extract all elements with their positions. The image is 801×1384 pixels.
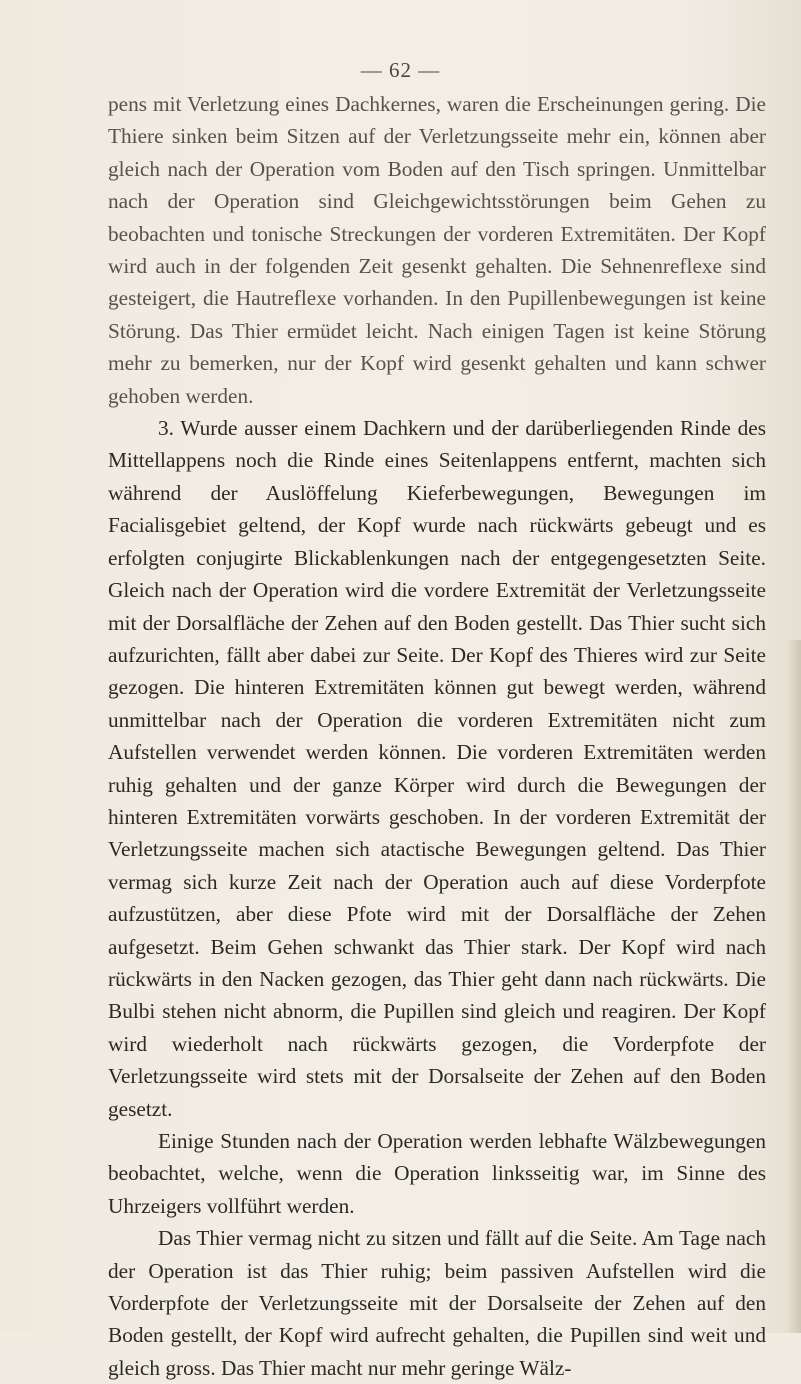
page-number: — 62 — — [360, 58, 441, 82]
paragraph-2: 3. Wurde ausser einem Dachkern und der darüberliegenden Rinde des Mittellappens noch die Rinde eines Seitenlappens entfernt, machten sich während der Auslöffelung Kieferbewegungen, Bewegungen im Facialisgebiet geltend, der Kopf wurde nach rückwärts gebeugt und es erfolgten conjugirte Blickablenkungen nach der entgegengesetzten Seite. Gleich nach der Operation wird die vordere Extremität der Verletzungsseite mit der Dorsalfläche der Zehen auf den Boden gestellt. Das Thier sucht sich aufzurichten, fällt aber dabei zur Seite. Der Kopf des Thieres wird zur Seite gezogen. Die hinteren Extremitäten können gut bewegt werden, während unmittelbar nach der Operation die vorderen Extremitäten nicht zum Aufstellen verwendet werden können. Die vorderen Extremitäten werden ruhig gehalten und der ganze Körper wird durch die Bewegungen der hinteren Extremitäten vorwärts geschoben. In der vorderen Extremität der Verletzungsseite machen sich atactische Bewegungen geltend. Das Thier vermag sich kurze Zeit nach der Operation auch auf diese Vorderpfote aufzustützen, aber diese Pfote wird mit der Dorsalfläche der Zehen aufgesetzt. Beim Gehen schwankt das Thier stark. Der Kopf wird nach rückwärts in den Nacken gezogen, das Thier geht dann nach rückwärts. Die Bulbi stehen nicht abnorm, die Pupillen sind gleich und reagiren. Der Kopf wird wiederholt nach rückwärts gezogen, die Vorderpfote der Verletzungsseite wird stets mit der Dorsalseite der Zehen auf den Boden gesetzt. — [108, 416, 766, 1121]
paragraph-4: Das Thier vermag nicht zu sitzen und fällt auf die Seite. Am Tage nach der Operation ist das Thier ruhig; beim passiven Aufstellen wird die Vorderpfote der Verletzungsseite mit der Dorsalseite der Zehen auf den Boden gestellt, der Kopf wird aufrecht gehalten, die Pupillen sind weit und gleich gross. Das Thier macht nur mehr geringe Wälz- — [108, 1226, 766, 1380]
body-text — [108, 88, 766, 1384]
paragraph-3: Einige Stunden nach der Operation werden lebhafte Wälzbewegungen beobachtet, welche, wenn die Operation linksseitig war, im Sinne des Uhrzeigers vollführt werden. — [108, 1129, 766, 1218]
paragraph-1: pens mit Verletzung eines Dachkernes, waren die Erscheinungen gering. Die Thiere sinken beim Sitzen auf der Verletzungsseite mehr ein, können aber gleich nach der Operation vom Boden auf den Tisch springen. Unmittelbar nach der Operation sind Gleichgewichtsstörungen beim Gehen zu beobachten und tonische Streckungen der vorderen Extremitäten. Der Kopf wird auch in der folgenden Zeit gesenkt gehalten. Die Sehnenreflexe sind gesteigert, die Hautreflexe vorhanden. In den Pupillenbewegungen ist keine Störung. Das Thier ermüdet leicht. Nach einigen Tagen ist keine Störung mehr zu bemerken, nur der Kopf wird gesenkt gehalten und kann schwer gehoben werden. — [108, 92, 766, 408]
page-edge-shadow — [787, 640, 801, 1333]
